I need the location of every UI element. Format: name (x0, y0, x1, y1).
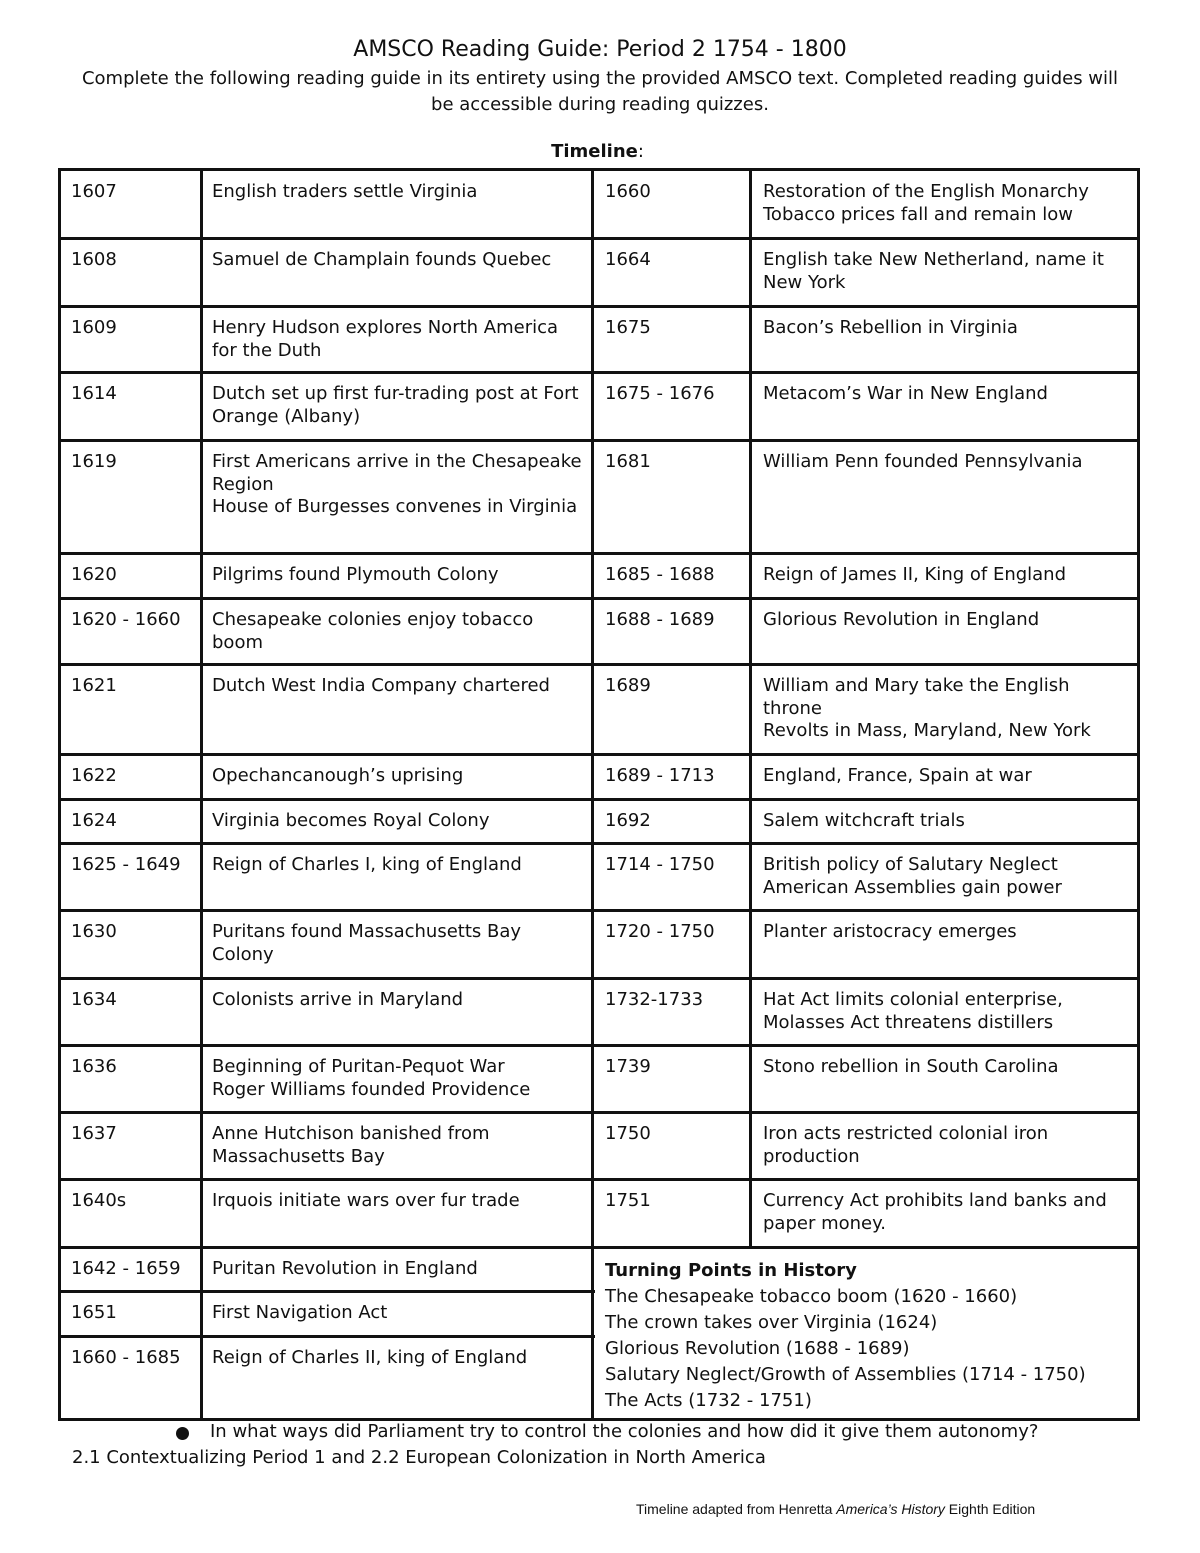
year-cell: 1739 (605, 1056, 651, 1077)
year-cell: 1720 - 1750 (605, 921, 715, 942)
year-cell: 1660 (605, 181, 651, 202)
event-cell: England, France, Spain at war (763, 765, 1032, 786)
event-cell: Reign of Charles I, king of England (212, 854, 522, 875)
year-cell: 1689 - 1713 (605, 765, 715, 786)
page-title: AMSCO Reading Guide: Period 2 1754 - 1800 (353, 37, 847, 62)
event-cell: Pilgrims found Plymouth Colony (212, 564, 499, 585)
event-cell: Chesapeake colonies enjoy tobacco boom (212, 609, 534, 653)
event-cell: Salem witchcraft trials (763, 810, 965, 831)
event-cell: William Penn founded Pennsylvania (763, 451, 1083, 472)
year-cell: 1621 (71, 675, 117, 696)
row-divider (61, 1111, 595, 1114)
credit-book: America’s History (836, 1501, 945, 1517)
row-divider (61, 1335, 595, 1338)
event-cell: Henry Hudson explores North America for the Duth (212, 317, 559, 361)
year-cell: 1640s (71, 1190, 127, 1211)
timeline-colon: : (637, 141, 644, 162)
year-cell: 1732-1733 (605, 989, 704, 1010)
event-cell: Hat Act limits colonial enterprise, Molasses Act threatens distillers (763, 989, 1063, 1033)
row-divider (61, 237, 595, 240)
year-cell: 1619 (71, 451, 117, 472)
row-divider (593, 371, 1140, 374)
row-divider (61, 1246, 595, 1249)
event-cell: Restoration of the English Monarchy Tobacco prices fall and remain low (763, 181, 1089, 225)
row-divider (61, 842, 595, 845)
event-cell: Virginia becomes Royal Colony (212, 810, 490, 831)
instructions: Complete the following reading guide in its entirety using the provided AMSCO text. Completed reading guides will be accessible during reading quizzes. (81, 68, 1119, 115)
year-cell: 1681 (605, 451, 651, 472)
year-cell: 1609 (71, 317, 117, 338)
row-divider (61, 305, 595, 308)
row-divider (593, 1178, 1140, 1181)
row-divider (593, 909, 1140, 912)
year-cell: 1664 (605, 249, 651, 270)
year-cell: 1750 (605, 1123, 651, 1144)
row-divider (593, 842, 1140, 845)
year-cell: 1608 (71, 249, 117, 270)
timeline-label: Timeline (551, 141, 638, 162)
year-cell: 1660 - 1685 (71, 1347, 181, 1368)
year-cell: 1634 (71, 989, 117, 1010)
row-divider (593, 552, 1140, 555)
event-cell: Metacom’s War in New England (763, 383, 1048, 404)
turning-point-item: Salutary Neglect/Growth of Assemblies (1714 - 1750) (605, 1364, 1086, 1385)
event-cell: Beginning of Puritan-Pequot War Roger Williams founded Providence (212, 1056, 531, 1100)
event-cell: Anne Hutchison banished from Massachusetts Bay (212, 1123, 490, 1167)
event-cell: Colonists arrive in Maryland (212, 989, 464, 1010)
event-cell: Stono rebellion in South Carolina (763, 1056, 1059, 1077)
year-cell: 1751 (605, 1190, 651, 1211)
turning-points-heading: Turning Points in History (605, 1260, 857, 1281)
row-divider (61, 798, 595, 801)
event-cell: Reign of James II, King of England (763, 564, 1067, 585)
year-cell: 1637 (71, 1123, 117, 1144)
event-cell: Samuel de Champlain founds Quebec (212, 249, 552, 270)
review-question: In what ways did Parliament try to control the colonies and how did it give them autonomy? (210, 1421, 1039, 1442)
year-cell: 1607 (71, 181, 117, 202)
event-cell: Reign of Charles II, king of England (212, 1347, 528, 1368)
event-cell: British policy of Salutary Neglect American Assemblies gain power (763, 854, 1062, 898)
year-cell: 1692 (605, 810, 651, 831)
credit-prefix: Timeline adapted from Henretta (636, 1501, 837, 1517)
year-cell: 1620 (71, 564, 117, 585)
row-divider (593, 753, 1140, 756)
year-cell: 1625 - 1649 (71, 854, 181, 875)
year-cell: 1622 (71, 765, 117, 786)
event-cell: Bacon’s Rebellion in Virginia (763, 317, 1018, 338)
event-cell: Glorious Revolution in England (763, 609, 1040, 630)
turning-point-item: The Acts (1732 - 1751) (605, 1390, 812, 1411)
bullet-icon (176, 1427, 189, 1440)
row-divider (61, 909, 595, 912)
section-heading: 2.1 Contextualizing Period 1 and 2.2 European Colonization in North America (72, 1447, 766, 1468)
year-cell: 1642 - 1659 (71, 1258, 181, 1279)
row-divider (593, 1246, 1140, 1249)
year-cell: 1620 - 1660 (71, 609, 181, 630)
year-cell: 1630 (71, 921, 117, 942)
column-divider (591, 171, 594, 1421)
timeline-table (58, 168, 1140, 1421)
row-divider (61, 977, 595, 980)
year-cell: 1675 (605, 317, 651, 338)
year-cell: 1689 (605, 675, 651, 696)
event-cell: English traders settle Virginia (212, 181, 478, 202)
column-divider (749, 171, 752, 1248)
row-divider (593, 1111, 1140, 1114)
row-divider (61, 1178, 595, 1181)
row-divider (61, 439, 595, 442)
year-cell: 1624 (71, 810, 117, 831)
year-cell: 1685 - 1688 (605, 564, 715, 585)
row-divider (593, 663, 1140, 666)
row-divider (61, 552, 595, 555)
year-cell: 1675 - 1676 (605, 383, 715, 404)
row-divider (593, 977, 1140, 980)
timeline-heading (0, 140, 1195, 164)
row-divider (61, 663, 595, 666)
event-cell: Planter aristocracy emerges (763, 921, 1017, 942)
row-divider (61, 1290, 595, 1293)
event-cell: Dutch set up first fur-trading post at Fort Orange (Albany) (212, 383, 579, 427)
turning-point-item: Glorious Revolution (1688 - 1689) (605, 1338, 910, 1359)
row-divider (593, 305, 1140, 308)
row-divider (61, 597, 595, 600)
turning-point-item: The crown takes over Virginia (1624) (605, 1312, 938, 1333)
year-cell: 1688 - 1689 (605, 609, 715, 630)
column-divider (200, 171, 203, 1421)
event-cell: Opechancanough’s uprising (212, 765, 464, 786)
year-cell: 1651 (71, 1302, 117, 1323)
row-divider (593, 439, 1140, 442)
row-divider (593, 237, 1140, 240)
row-divider (61, 1044, 595, 1047)
source-credit (636, 1500, 1035, 1518)
year-cell: 1714 - 1750 (605, 854, 715, 875)
year-cell: 1636 (71, 1056, 117, 1077)
credit-suffix: Eighth Edition (944, 1501, 1036, 1517)
row-divider (593, 597, 1140, 600)
event-cell: First Navigation Act (212, 1302, 388, 1323)
turning-point-item: The Chesapeake tobacco boom (1620 - 1660) (605, 1286, 1018, 1307)
row-divider (593, 798, 1140, 801)
event-cell: Dutch West India Company chartered (212, 675, 550, 696)
event-cell: Puritans found Massachusetts Bay Colony (212, 921, 522, 965)
event-cell: William and Mary take the English throne Revolts in Mass, Maryland, New York (763, 675, 1091, 742)
year-cell: 1614 (71, 383, 117, 404)
event-cell: Puritan Revolution in England (212, 1258, 478, 1279)
event-cell: First Americans arrive in the Chesapeake Region House of Burgesses convenes in Virginia (212, 451, 582, 518)
event-cell: Iron acts restricted colonial iron production (763, 1123, 1049, 1167)
row-divider (61, 753, 595, 756)
event-cell: English take New Netherland, name it New York (763, 249, 1104, 293)
row-divider (61, 371, 595, 374)
turning-points-box (595, 1248, 1137, 1418)
row-divider (593, 1044, 1140, 1047)
event-cell: Irquois initiate wars over fur trade (212, 1190, 520, 1211)
event-cell: Currency Act prohibits land banks and paper money. (763, 1190, 1107, 1234)
